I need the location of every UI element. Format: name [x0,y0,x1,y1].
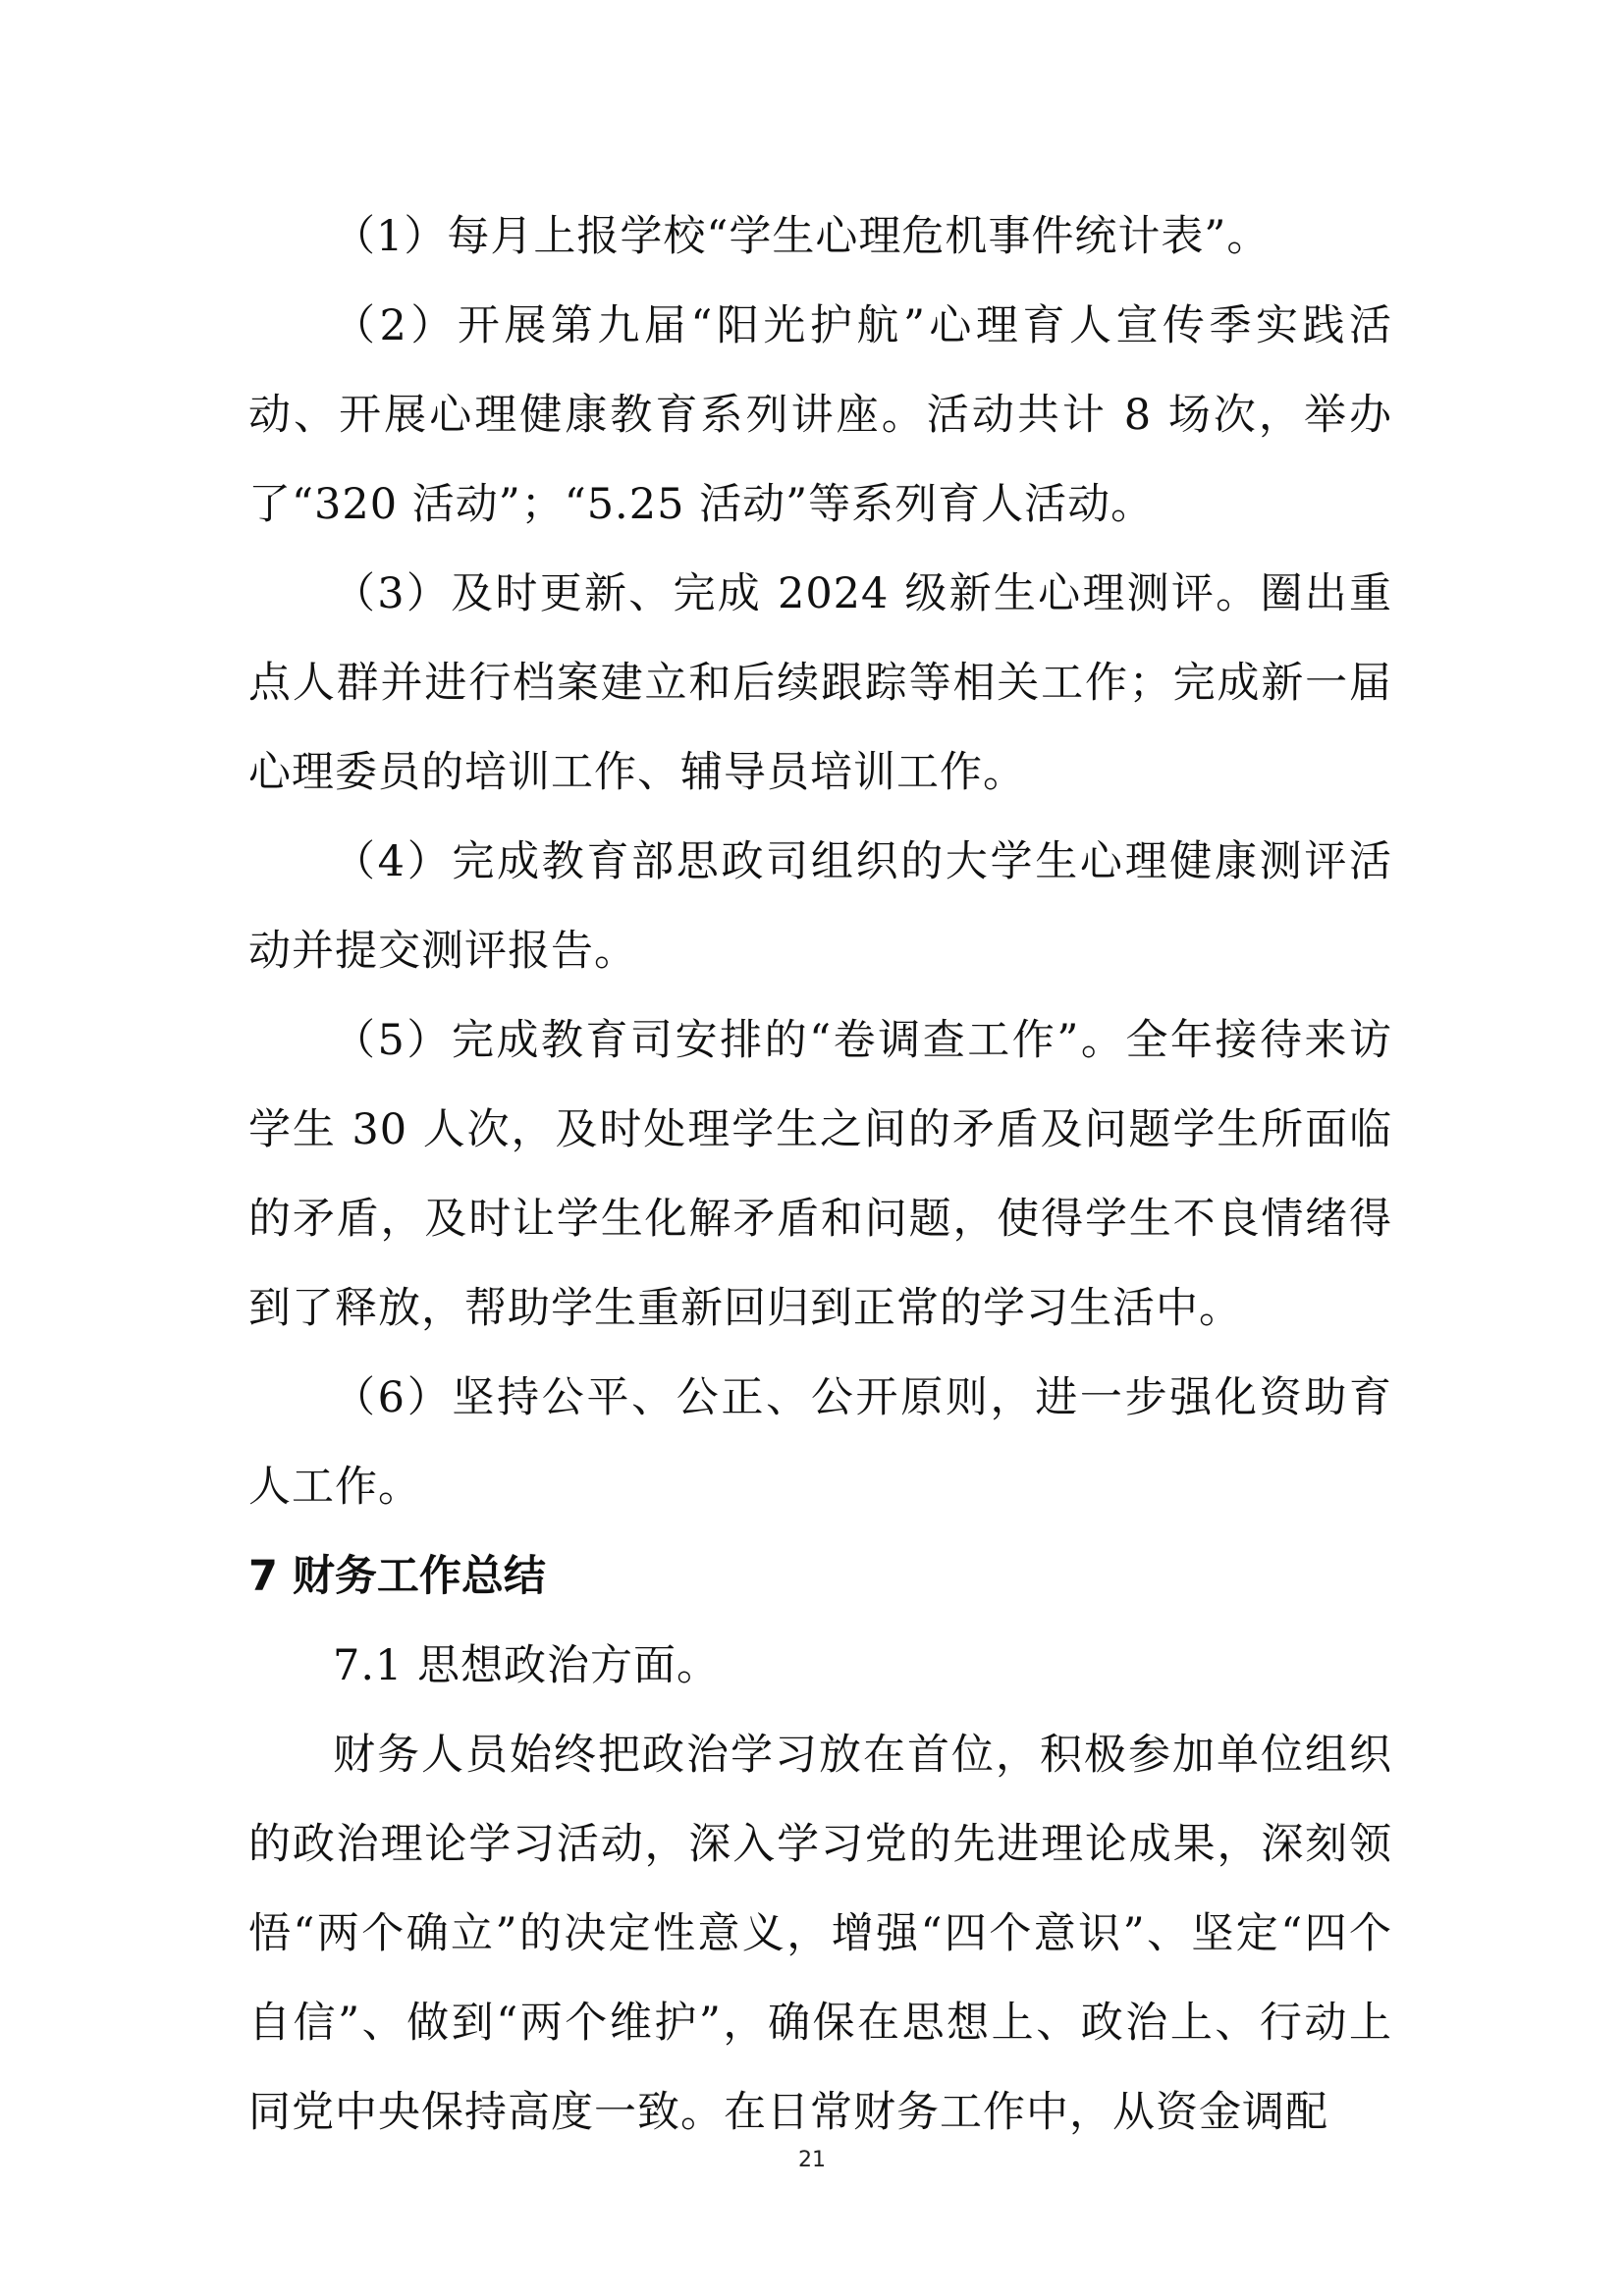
paragraph-item-1: （1）每月上报学校“学生心理危机事件统计表”。 [333,212,1271,261]
paragraph-item-3: （3）及时更新、完成 2024 级新生心理测评。圈出重点人群并进行档案建立和后续跟踪等相关工作；完成新一届心理委员的培训工作、辅导员培训工作。 [248,569,1392,797]
subsection-title: 7.1 思想政治方面。 [333,1641,721,1690]
page-content [248,192,1392,2158]
page-number: 21 [798,2148,826,2172]
body-paragraph: 财务人员始终把政治学习放在首位，积极参加单位组织的政治理论学习活动，深入学习党的先进理论成果，深刻领悟“两个确立”的决定性意义，增强“四个意识”、坚定“四个自信”、做到“两个维护”，确保在思想上、政治上、行动上同党中央保持高度一致。在日常财务工作中，从资金调配 [248,1731,1392,2137]
section-heading: 7 财务工作总结 [248,1552,546,1601]
paragraph-item-2: （2）开展第九届“阳光护航”心理育人宣传季实践活动、开展心理健康教育系列讲座。活动共计 8 场次，举办了“320 活动”；“5.25 活动”等系列育人活动。 [248,301,1392,529]
paragraph-item-4: （4）完成教育部思政司组织的大学生心理健康测评活动并提交测评报告。 [248,837,1392,976]
paragraph-item-5: （5）完成教育司安排的“卷调查工作”。全年接待来访学生 30 人次，及时处理学生之间的矛盾及问题学生所面临的矛盾，及时让学生化解矛盾和问题，使得学生不良情绪得到了释放，帮助学生重新回归到正常的学习生活中。 [248,1016,1392,1333]
paragraph-item-6: （6）坚持公平、公正、公开原则，进一步强化资助育人工作。 [248,1373,1392,1512]
